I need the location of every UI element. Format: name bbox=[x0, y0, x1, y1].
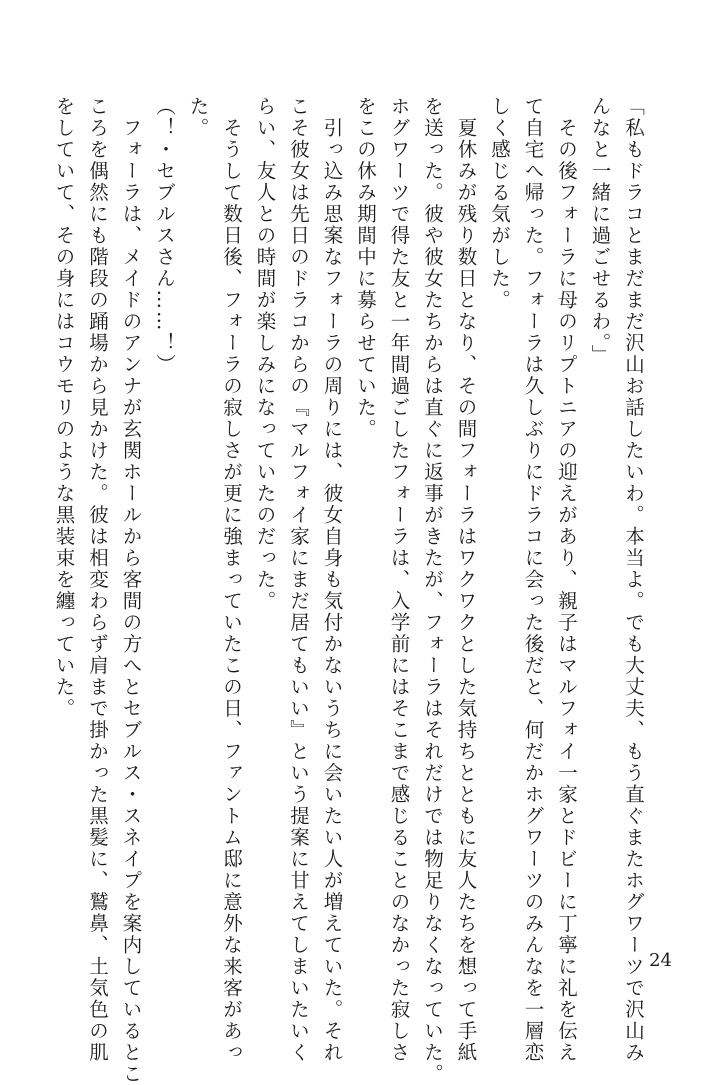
text-line: ころを偶然にも階段の踊場から見かけた。彼は相変わらず肩まで掛かった黒髪に、鷲鼻、土気色の肌 bbox=[86, 96, 109, 1064]
text-line: その後フォーラに母のリプトニアの迎えがあり、親子はマルフォイ一家とドビーに丁寧に礼を伝え bbox=[555, 96, 578, 1064]
text-line: 夏休みが残り数日となり、その間フォーラはワクワクとした気持ちとともに友人たちを想って手紙 bbox=[454, 96, 478, 1064]
text-line: （！・セブルスさん……！） bbox=[153, 96, 176, 376]
text-line: をしていて、その身にはコウモリのような黒装束を纏っていた。 bbox=[52, 96, 76, 720]
text-line: しく感じる気がした。 bbox=[488, 96, 511, 311]
text-line: らい、友人との時間が楽しみになっていたのだった。 bbox=[253, 96, 277, 612]
text-line: こそ彼女は先日のドラコからの『マルフォイ家にまだ居てもいい』という提案に甘えてしまいたいく bbox=[287, 96, 310, 1064]
text-line: を送った。彼や彼女たちからは直ぐに返事がきたが、フォーラはそれだけでは物足りなくなっていた。 bbox=[421, 96, 444, 1085]
text-line: 「私もドラコとまだまだ沢山お話したいわ。本当よ。でも大丈夫、もう直ぐまたホグワーツで沢山み bbox=[622, 96, 645, 1064]
page-number: 24 bbox=[649, 950, 672, 971]
text-line: んなと一緒に過ごせるわ。」 bbox=[588, 96, 612, 366]
text-line: フォーラは、メイドのアンナが玄関ホールから客間の方へとセブルス・スネイプを案内しているとこ bbox=[119, 96, 143, 1085]
text-line: 引っ込み思案なフォーラの周りには、彼女自身も気付かないうちに会いたい人が増えていた。それ bbox=[320, 96, 344, 1064]
text-line: て自宅へ帰った。フォーラは久しぶりにドラコに会った後だと、何だかホグワーツのみんなを一層恋 bbox=[521, 96, 545, 1064]
text-line: そうして数日後、フォーラの寂しさが更に強まっていたこの日、ファントム邸に意外な来客があっ bbox=[220, 96, 243, 1064]
text-line: をこの休み期間中に募らせていた。 bbox=[354, 96, 377, 440]
text-line: た。 bbox=[186, 96, 210, 139]
vertical-text-body bbox=[47, 96, 650, 1085]
text-line: ホグワーツで得た友と一年間過ごしたフォーラは、入学前にはそこまで感じることのなかった寂しさ bbox=[387, 96, 411, 1064]
